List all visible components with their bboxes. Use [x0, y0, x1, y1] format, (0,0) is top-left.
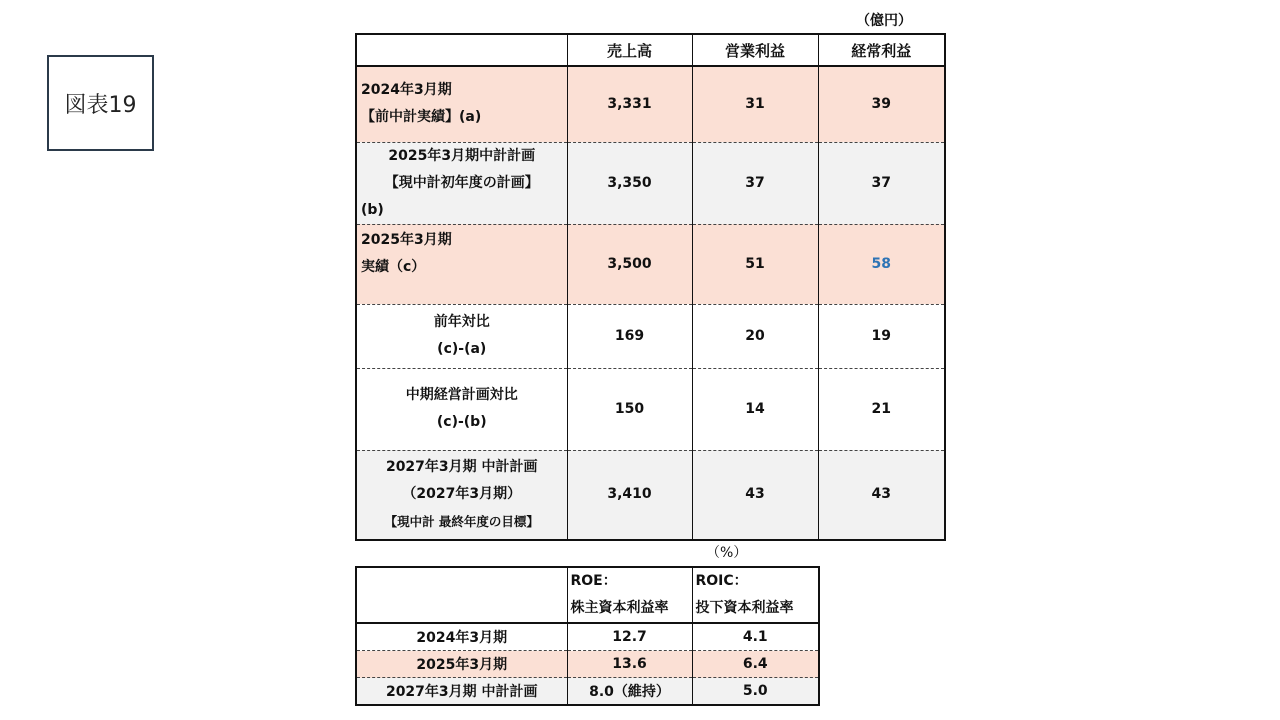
cell-roic: 6.4: [692, 651, 819, 678]
cell-roe: 8.0（維持）: [567, 678, 692, 706]
cell-ordinary-profit: 19: [818, 304, 945, 368]
row-label: 2027年3月期 中計計画: [356, 678, 567, 706]
row-label: 2024年3月期: [356, 623, 567, 651]
cell-sales: 150: [567, 368, 692, 450]
cell-operating-profit: 31: [692, 66, 818, 142]
header-sales: 売上高: [567, 34, 692, 66]
header-operating-profit: 営業利益: [692, 34, 818, 66]
figure-label: 図表19: [47, 55, 154, 151]
cell-ordinary-profit: 43: [818, 450, 945, 540]
row-label: 2027年3月期 中計計画 （2027年3月期） 【現中計 最終年度の目標】: [356, 450, 567, 540]
cell-sales: 3,410: [567, 450, 692, 540]
ratio-header-row: [356, 567, 819, 623]
cell-operating-profit: 43: [692, 450, 818, 540]
table-row: [356, 224, 945, 304]
row-label: 2025年3月期: [356, 651, 567, 678]
row-label: 前年対比 (c)-(a): [356, 304, 567, 368]
cell-ordinary-profit-highlight: 58: [818, 224, 945, 304]
cell-operating-profit: 51: [692, 224, 818, 304]
row-label: 中期経営計画対比 (c)-(b): [356, 368, 567, 450]
row-label: 2025年3月期中計計画 【現中計初年度の計画】 (b): [356, 142, 567, 224]
cell-operating-profit: 14: [692, 368, 818, 450]
table-row: [356, 142, 945, 224]
header-roic: ROIC： 投下資本利益率: [692, 567, 819, 623]
ratio-table: [355, 566, 820, 706]
cell-operating-profit: 20: [692, 304, 818, 368]
ratio-header-empty: [356, 567, 567, 623]
cell-operating-profit: 37: [692, 142, 818, 224]
header-ordinary-profit: 経常利益: [818, 34, 945, 66]
header-roe: ROE： 株主資本利益率: [567, 567, 692, 623]
table-header-row: [356, 34, 945, 66]
row-label: 2025年3月期 実績（c）: [356, 224, 567, 304]
cell-roe: 12.7: [567, 623, 692, 651]
unit-label-main: （億円）: [856, 13, 912, 29]
table-row: [356, 368, 945, 450]
cell-roic: 5.0: [692, 678, 819, 706]
financial-results-table: [355, 33, 946, 541]
unit-label-ratio: （%）: [706, 545, 748, 561]
table-row: [356, 623, 819, 651]
row-label: 2024年3月期 【前中計実績】(a): [356, 66, 567, 142]
cell-ordinary-profit: 21: [818, 368, 945, 450]
table-row: [356, 651, 819, 678]
table-row: [356, 678, 819, 706]
table-row: [356, 450, 945, 540]
table-row: [356, 66, 945, 142]
cell-roic: 4.1: [692, 623, 819, 651]
cell-roe: 13.6: [567, 651, 692, 678]
cell-ordinary-profit: 37: [818, 142, 945, 224]
cell-sales: 3,331: [567, 66, 692, 142]
cell-sales: 3,500: [567, 224, 692, 304]
cell-ordinary-profit: 39: [818, 66, 945, 142]
table-row: [356, 304, 945, 368]
cell-sales: 3,350: [567, 142, 692, 224]
cell-sales: 169: [567, 304, 692, 368]
header-empty: [356, 34, 567, 66]
